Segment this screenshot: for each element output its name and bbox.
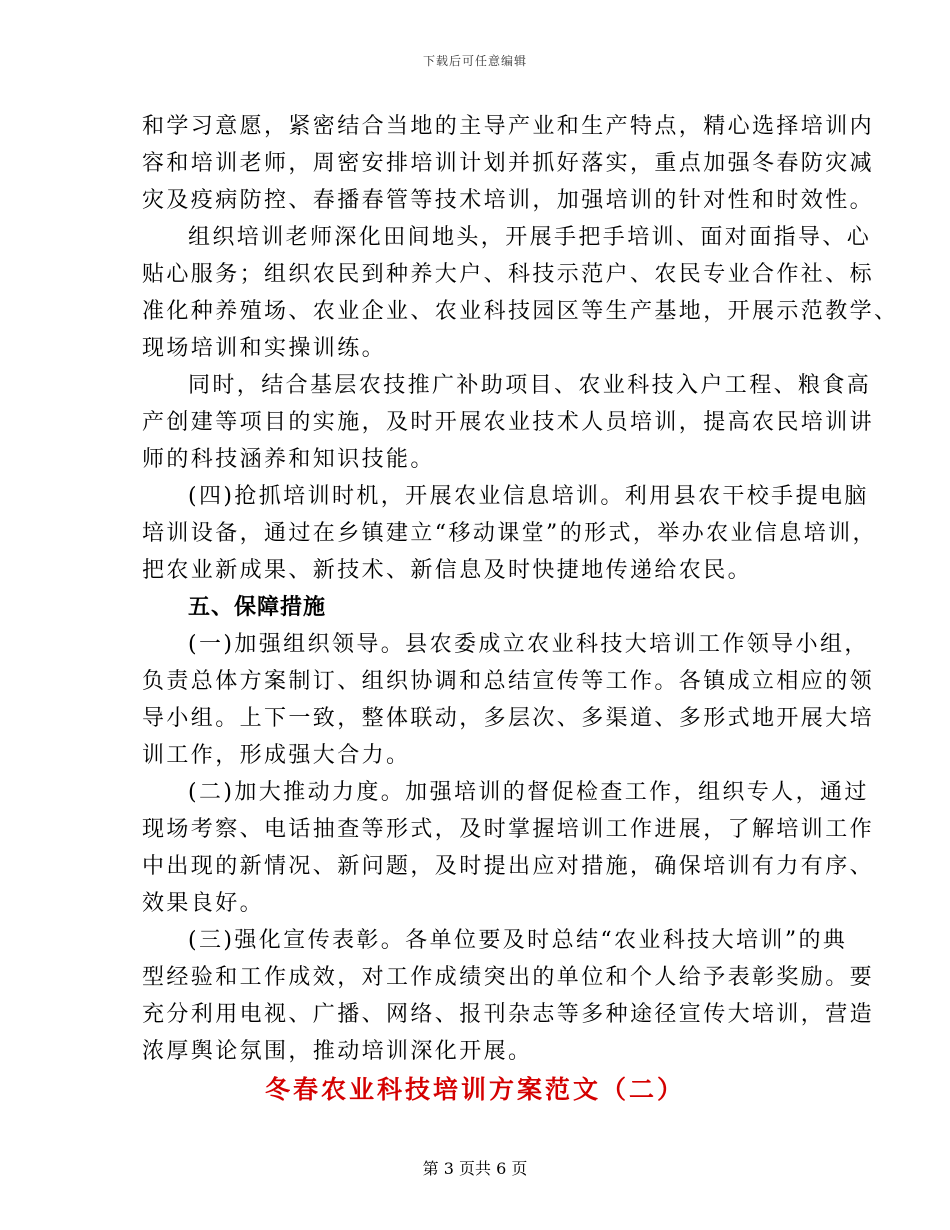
body-line: 效果良好。 <box>142 891 265 916</box>
body-line: 贴心服务；组织农民到种养大户、科技示范户、农民专业合作社、标 <box>142 262 875 287</box>
body-line: 现场培训和实操训练。 <box>142 336 387 361</box>
body-line: 充分利用电视、广播、网络、报刊杂志等多种途径宣传大培训，营造 <box>142 1002 875 1027</box>
body-line: 灾及疫病防控、春播春管等技术培训，加强培训的针对性和时效性。 <box>142 188 875 213</box>
section-title: 冬春农业科技培训方案范文（二） <box>264 1075 685 1104</box>
body-line: 容和培训老师，周密安排培训计划并抓好落实，重点加强冬春防灾减 <box>142 151 875 176</box>
paragraph-first-line: (四)抢抓培训时机，开展农业信息培训。利用县农干校手提电脑 <box>188 484 869 509</box>
body-line: 导小组。上下一致，整体联动，多层次、多渠道、多形式地开展大培 <box>142 706 875 731</box>
body-line: 训工作，形成强大合力。 <box>142 743 411 768</box>
paragraph-first-line: (一)加强组织领导。县农委成立农业科技大培训工作领导小组， <box>188 632 869 657</box>
body-line: 和学习意愿，紧密结合当地的主导产业和生产特点，精心选择培训内 <box>142 114 875 139</box>
paragraph-first-line: (二)加大推动力度。加强培训的督促检查工作，组织专人，通过 <box>188 780 869 805</box>
body-line: 现场考察、电话抽查等形式，及时掌握培训工作进展，了解培训工作 <box>142 817 875 842</box>
page-number: 第 3 页共 6 页 <box>422 1159 528 1178</box>
body-line: 准化种养殖场、农业企业、农业科技园区等生产基地，开展示范教学、 <box>142 299 899 324</box>
body-line: 浓厚舆论氛围，推动培训深化开展。 <box>142 1039 533 1064</box>
document-body <box>142 108 899 1070</box>
body-line: 负责总体方案制订、组织协调和总结宣传等工作。各镇成立相应的领 <box>142 669 875 694</box>
body-line: 培训设备，通过在乡镇建立“移动课堂”的形式，举办农业信息培训， <box>142 521 877 546</box>
body-line: 中出现的新情况、新问题，及时提出应对措施，确保培训有力有序、 <box>142 854 875 879</box>
body-line: 把农业新成果、新技术、新信息及时快捷地传递给农民。 <box>142 558 753 583</box>
paragraph-first-line: 同时，结合基层农技推广补助项目、农业科技入户工程、粮食高 <box>188 373 872 398</box>
header-note: 下载后可任意编辑 <box>422 54 527 68</box>
body-line: 型经验和工作成效，对工作成绩突出的单位和个人给予表彰奖励。要 <box>142 965 875 990</box>
body-line: 产创建等项目的实施，及时开展农业技术人员培训，提高农民培训讲 <box>142 410 875 435</box>
paragraph-first-line: (三)强化宣传表彰。各单位要及时总结“农业科技大培训”的典 <box>188 928 848 953</box>
paragraph-first-line: 组织培训老师深化田间地头，开展手把手培训、面对面指导、心 <box>188 225 872 250</box>
body-line: 师的科技涵养和知识技能。 <box>142 447 435 472</box>
section-heading: 五、保障措施 <box>188 594 327 620</box>
